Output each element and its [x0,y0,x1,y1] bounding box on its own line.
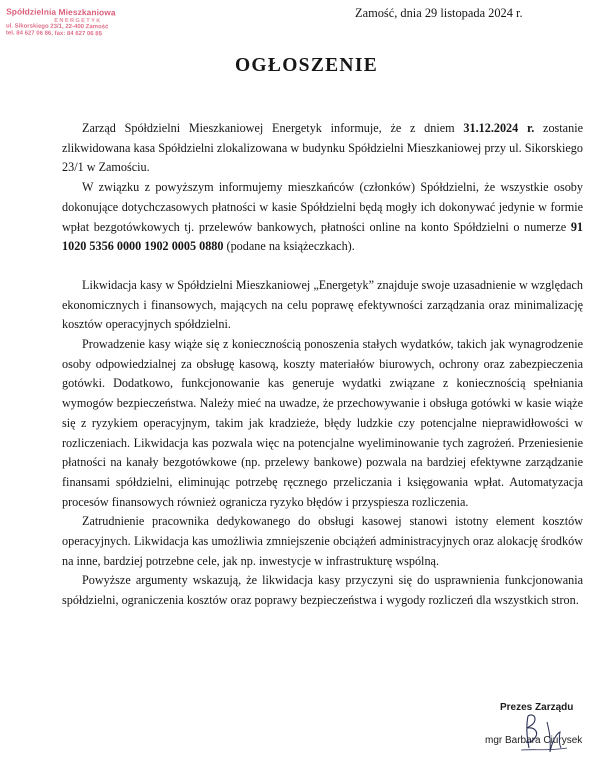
paragraph-costs: Prowadzenie kasy wiąże się z koniecznością ponoszenia stałych wydatków, takich jak wynagrodzenie osoby odpowiedzialnej za obsługę kasową, koszty materiałów biurowych, ochrony oraz zabezpieczenia gotówki. Dodatkowo, funkcjonowanie kas generuje wydatki związane z koniecznością spełniania wymogów bezpieczeństwa. Należy mieć na uwadze, że przechowywanie i obsługa gotówki w kasie wiąże się z ryzykiem operacyjnym, takim jak kradzieże, błędy ludzkie czy potencjalne nieprawidłowości w rozliczeniach. Likwidacja kas pozwala więc na potencjalne wyeliminowanie tych zagrożeń. Przeniesienie płatności na kanały bezgotówkowe (np. przelewy bankowe) pozwala na bardziej efektywne zarządzanie finansami spółdzielni, eliminując potrzebę ręcznego przeliczania i księgowania wpłat. Automatyzacja procesów finansowych również ogranicza ryzyko błędów i przyspiesza rozliczenia. [62,337,583,509]
signatory-role: Prezes Zarządu [500,702,574,713]
signatory-name: mgr Barbara Ciurysek [485,735,583,746]
document-body [62,119,583,611]
handwritten-signature-icon [455,702,605,764]
document-date: Zamość, dnia 29 listopada 2024 r. [355,6,523,20]
stamp-line-brand: ENERGETYK [54,17,102,24]
paragraph-staff: Zatrudnienie pracownika dedykowanego do obsługi kasowej stanowi istotny element kosztów operacyjnych. Likwidacja kas umożliwia zmniejszenie obciążeń administracyjnych oraz alokację środków na inne, bardziej potrzebne cele, jak np. inwestycje w infrastrukturę wspólną. [62,514,583,568]
p2-text-a: W związku z powyższym informujemy mieszkańców (członków) Spółdzielni, że wszystkie osoby dokonujące dotychczasowych płatności w kasie Spółdzielni będą mogły ich dokonywać jedynie w formie wpłat bezgotówkowych tj. przelewów bankowych, płatności online na konto Spółdzielni o numerze [62,180,583,234]
p1-text-b: zostanie zlikwidowana kasa Spółdzielni zlokalizowana w budynku Spółdzielni Mieszkaniowej przy ul. Sikorskiego 23/1 w Zamościu. [62,121,583,175]
paragraph-justification: Likwidacja kasy w Spółdzielni Mieszkaniowej „Energetyk” znajduje swoje uzasadnienie w względach ekonomicznych i finansowych, mających na celu poprawę efektywności zarządzania oraz minimalizację kosztów operacyjnych spółdzielni. [62,277,583,332]
cooperative-stamp [6,7,140,38]
paragraph-conclusion: Powyższe argumenty wskazują, że likwidacja kasy przyczyni się do usprawnienia funkcjonowania spółdzielni, ograniczenia kosztów oraz poprawy bezpieczeństwa i wygody rozliczeń dla wszystkich stron. [62,573,583,608]
p1-text-a: Zarząd Spółdzielni Mieszkaniowej Energetyk informuje, że z dniem [82,121,464,135]
stamp-line-name: Spółdzielnia Mieszkaniowa [6,6,116,18]
paragraph-payment-info [62,178,583,257]
p2-text-b: (podane na książeczkach). [223,239,355,254]
stamp-line-phone: tel. 84 627 06 86, fax: 84 627 06 85 [5,30,103,38]
closure-date: 31.12.2024 r. [463,121,535,135]
paragraph-closure-notice [62,119,583,178]
stamp-line-address: ul. Sikorskiego 23/1, 22-400 Zamość [5,23,109,31]
bank-account-number: 91 1020 5356 0000 1902 0005 0880 [62,219,583,254]
signature-block [455,702,605,764]
document-title: OGŁOSZENIE [234,55,379,76]
